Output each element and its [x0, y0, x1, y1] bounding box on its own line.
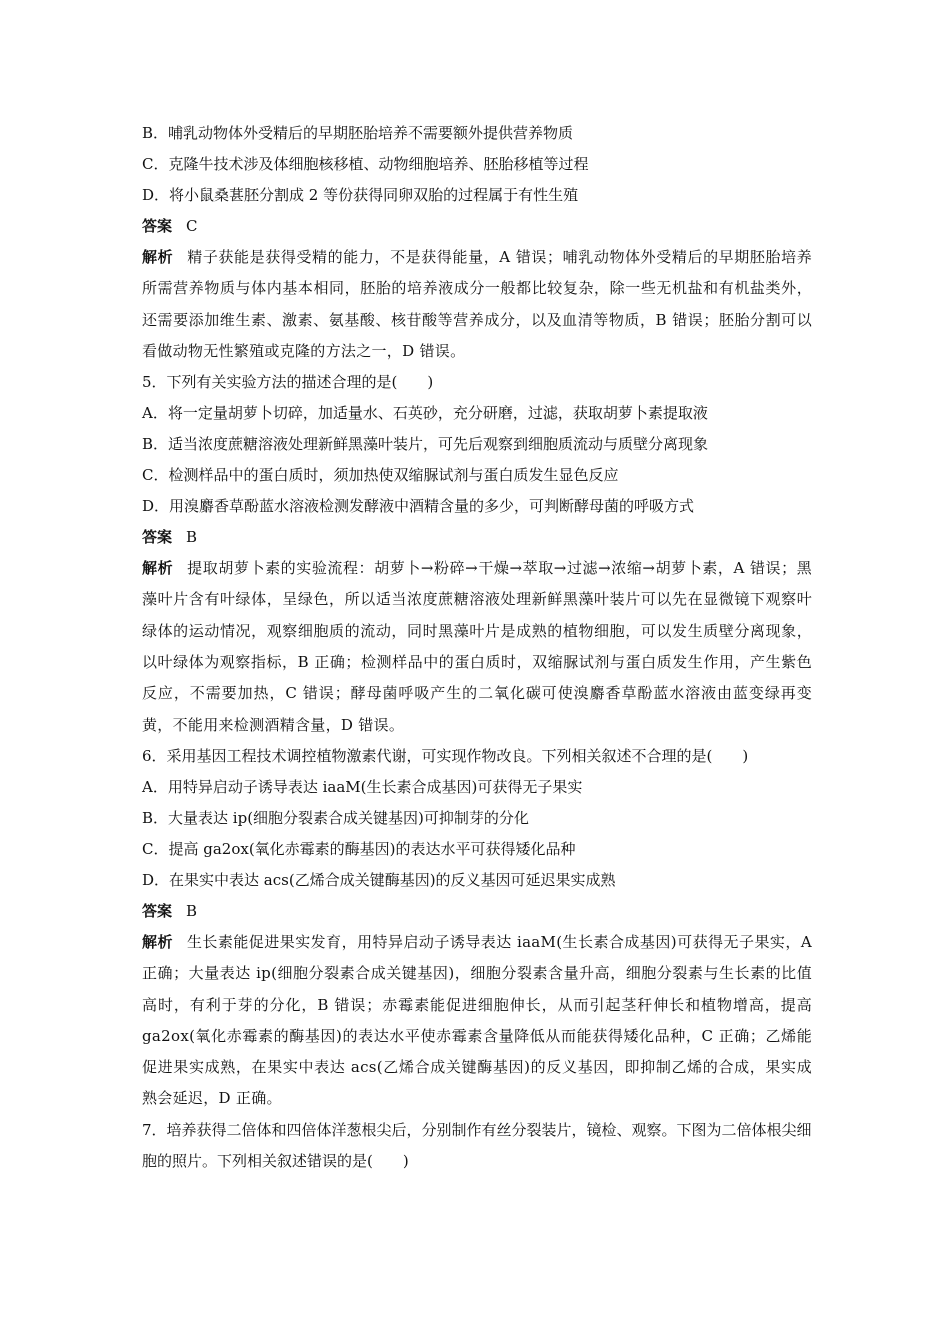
analysis-text: 提取胡萝卜素的实验流程：胡萝卜→粉碎→干燥→萃取→过滤→浓缩→胡萝卜素，A 错误；黑藻叶片含有叶绿体，呈绿色，所以适当浓度蔗糖溶液处理新鲜黑藻叶装片可以先在显微镜下观察叶绿体的运动情况，观察细胞质的流动，同时黑藻叶片是成熟的植物细胞，可以发生质壁分离现象，以叶绿体为观察指标，B 正确；检测样品中的蛋白质时，双缩脲试剂与蛋白质发生作用，产生紫色反应，不需要加热，C 错误；酵母菌呼吸产生的二氧化碳可使溴麝香草酚蓝水溶液由蓝变绿再变黄，不能用来检测酒精含量，D 错误。: [142, 559, 812, 734]
q4-analysis: [142, 242, 812, 367]
q6-option-a: A．用特异启动子诱导表达 iaaM(生长素合成基因)可获得无子果实: [142, 777, 583, 796]
q5-answer: [142, 522, 812, 553]
q4-option-d: D．将小鼠桑葚胚分割成 2 等份获得同卵双胎的过程属于有性生殖: [142, 186, 579, 204]
answer-value: B: [186, 528, 198, 547]
analysis-text: 生长素能促进果实发育，用特异启动子诱导表达 iaaM(生长素合成基因)可获得无子果实，A 正确；大量表达 ip(细胞分裂素合成关键基因)，细胞分裂素含量升高，细胞分裂素与生长素的比值高时，有利于芽的分化，B 错误；赤霉素能促进细胞伸长，从而引起茎秆伸长和植物增高，提高 ga2ox(氧化赤霉素的酶基因)的表达水平使赤霉素含量降低从而能获得矮化品种，C 正确；乙烯能促进果实成熟，在果实中表达 acs(乙烯合成关键酶基因)的反义基因，即抑制乙烯的合成，果实成熟会延迟，D 正确。: [142, 932, 812, 1108]
answer-label: 答案: [142, 528, 173, 547]
q6-stem: 6．采用基因工程技术调控植物激素代谢，可实现作物改良。下列相关叙述不合理的是( ): [142, 746, 749, 765]
q5-option-d: D．用溴麝香草酚蓝水溶液检测发酵液中酒精含量的多少，可判断酵母菌的呼吸方式: [142, 497, 695, 516]
document-page: [142, 118, 812, 1177]
analysis-label: 解析: [142, 559, 174, 578]
analysis-label: 解析: [142, 248, 174, 266]
q4-option-b: B．哺乳动物体外受精后的早期胚胎培养不需要额外提供营养物质: [142, 124, 574, 142]
q4-option-c: C．克隆牛技术涉及体细胞核移植、动物细胞培养、胚胎移植等过程: [142, 155, 589, 173]
q5-stem: 5．下列有关实验方法的描述合理的是( ): [142, 373, 434, 392]
q6-answer: [142, 896, 812, 927]
answer-value: B: [186, 901, 198, 920]
analysis-label: 解析: [142, 932, 173, 951]
answer-value: C: [186, 217, 198, 235]
q5-option-b: B．适当浓度蔗糖溶液处理新鲜黑藻叶装片，可先后观察到细胞质流动与质壁分离现象: [142, 435, 709, 454]
q7-stem: 7．培养获得二倍体和四倍体洋葱根尖后，分别制作有丝分裂装片，镜检、观察。下图为二倍体根尖细胞的照片。下列相关叙述错误的是( ): [142, 1120, 812, 1170]
q5-analysis: [142, 553, 812, 741]
q6-option-d: D．在果实中表达 acs(乙烯合成关键酶基因)的反义基因可延迟果实成熟: [142, 870, 616, 889]
q6-option-b: B．大量表达 ip(细胞分裂素合成关键基因)可抑制芽的分化: [142, 808, 529, 827]
answer-label: 答案: [142, 217, 173, 235]
answer-label: 答案: [142, 901, 173, 920]
q4-answer: [142, 211, 812, 242]
q6-analysis: [142, 927, 812, 1115]
analysis-text: 精子获能是获得受精的能力，不是获得能量，A 错误；哺乳动物体外受精后的早期胚胎培养所需营养物质与体内基本相同，胚胎的培养液成分一般都比较复杂，除一些无机盐和有机盐类外，还需要添加维生素、激素、氨基酸、核苷酸等营养成分，以及血清等物质，B 错误；胚胎分割可以看做动物无性繁殖或克隆的方法之一，D 错误。: [142, 248, 812, 360]
q6-option-c: C．提高 ga2ox(氧化赤霉素的酶基因)的表达水平可获得矮化品种: [142, 839, 576, 858]
q5-option-c: C．检测样品中的蛋白质时，须加热使双缩脲试剂与蛋白质发生显色反应: [142, 466, 619, 485]
q5-option-a: A．将一定量胡萝卜切碎，加适量水、石英砂，充分研磨，过滤，获取胡萝卜素提取液: [142, 404, 708, 423]
